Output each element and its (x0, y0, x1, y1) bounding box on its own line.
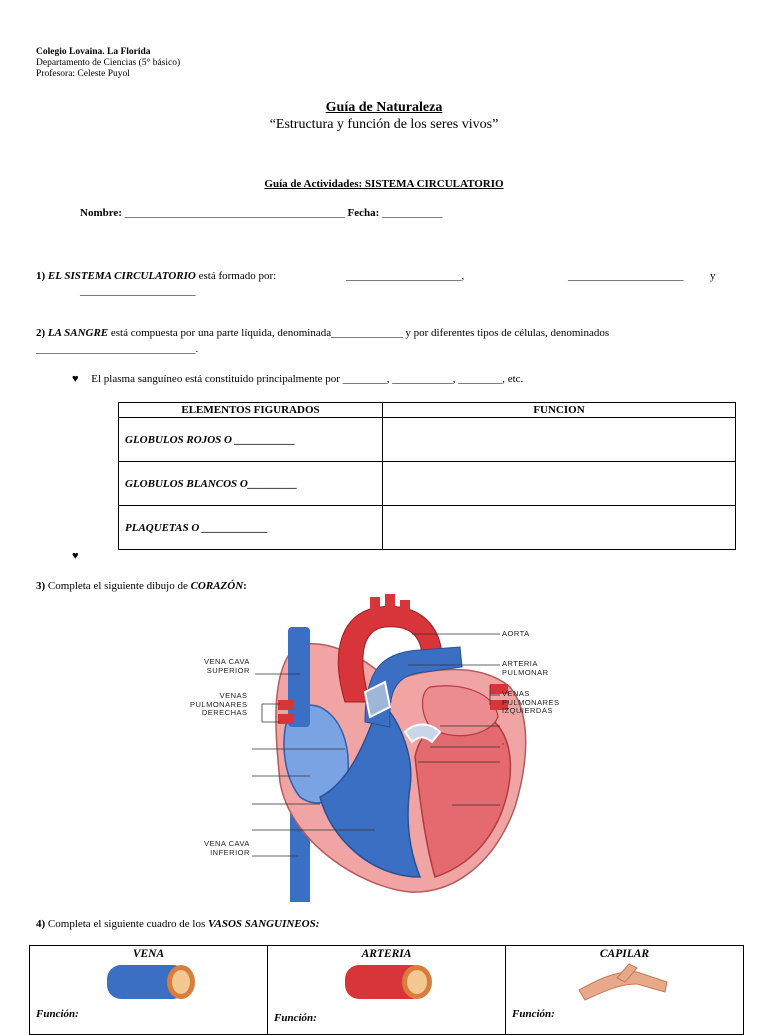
school-name: Colegio Lovaina. La Florida (36, 47, 151, 57)
table-cell-function[interactable] (383, 418, 736, 462)
q2-topic: LA SANGRE (47, 327, 109, 339)
table-row (119, 506, 736, 550)
heart-bullet: ♥ (72, 373, 79, 385)
plasma-text: El plasma sanguíneo está constituido principalmente por ________, ___________, ________, etc. (91, 373, 524, 385)
label-comma: , (502, 737, 505, 746)
vaso-funcion-label: Función: (274, 1012, 317, 1024)
question-2 (36, 327, 609, 339)
vaso-funcion-label: Función: (36, 1008, 79, 1020)
vaso-title: ARTERIA (361, 948, 412, 960)
q3-text: Completa el siguiente dibujo de (47, 580, 188, 592)
q3-colon: : (243, 580, 247, 592)
vaso-cell-vena (30, 946, 268, 1035)
question-1 (36, 270, 276, 282)
table-header: ELEMENTOS FIGURADOS (119, 403, 383, 418)
heart-bullet: ♥ (72, 550, 79, 562)
q2-number: 2) (36, 327, 46, 339)
name-date-line (80, 207, 442, 219)
date-label: Fecha: (347, 207, 380, 219)
vaso-title: VENA (132, 948, 165, 960)
q4-text: Completa el siguiente cuadro de los (47, 918, 206, 930)
q3-topic: CORAZÓN (190, 580, 244, 592)
q3-number: 3) (36, 580, 46, 592)
table-cell-function[interactable] (383, 506, 736, 550)
table-cell-element: GLOBULOS BLANCOS O_________ (119, 462, 383, 506)
table-cell-function[interactable] (383, 462, 736, 506)
vein-icon (31, 960, 266, 1004)
label-vena-cava-inferior: VENA CAVA INFERIOR (204, 839, 250, 857)
q1-answer-3[interactable]: _____________________ (80, 285, 196, 297)
table-row (119, 418, 736, 462)
table-cell-element: PLAQUETAS O ____________ (119, 506, 383, 550)
vena-cava-superior-shape (288, 627, 310, 727)
q1-number: 1) (36, 270, 46, 282)
label-venas-pulmonares-izquierdas: VENAS PULMONARES IZQUIERDAS (502, 689, 560, 715)
vasos-table (29, 945, 744, 1035)
table-cell-element: GLOBULOS ROJOS O ___________ (119, 418, 383, 462)
label-vena-cava-superior: VENA CAVA SUPERIOR (204, 657, 250, 675)
page-subtitle: “Estructura y función de los seres vivos” (269, 117, 499, 132)
pulmonary-vein-right (278, 700, 294, 710)
date-field[interactable]: ___________ (381, 207, 443, 219)
elements-table (118, 402, 736, 550)
vaso-title: CAPILAR (599, 948, 650, 960)
table-row (30, 946, 744, 1035)
q2-text-2: y por diferentes tipos de células, denominados (405, 327, 610, 339)
question-4 (36, 918, 319, 930)
vaso-cell-capilar (506, 946, 744, 1035)
label-aorta: AORTA (502, 629, 530, 638)
school-header (36, 47, 180, 80)
artery-icon (269, 960, 504, 1004)
q1-topic: EL SISTEMA CIRCULATORIO (47, 270, 196, 282)
q2-text: está compuesta por una parte líquida, denominada (110, 327, 332, 339)
q4-number: 4) (36, 918, 46, 930)
q1-y: y (710, 270, 716, 282)
department: Departamento de Ciencias (5° básico) (36, 58, 181, 68)
vaso-cell-arteria (268, 946, 506, 1035)
label-arteria-pulmonar: ARTERIA PULMONAR (502, 659, 549, 677)
label-venas-pulmonares-derechas: VENAS PULMONARES DERECHAS (190, 691, 248, 717)
name-field[interactable]: ________________________________________ (124, 207, 345, 219)
table-row (119, 462, 736, 506)
capillary-icon (507, 960, 742, 1004)
q2-answer-2[interactable]: _____________________________. (36, 343, 199, 355)
q1-answer-1[interactable]: _____________________, (346, 270, 465, 282)
q1-answer-2[interactable]: _____________________ (568, 270, 684, 282)
plasma-line (72, 373, 523, 385)
teacher: Profesora: Celeste Puyol (36, 69, 130, 79)
aorta-branch (370, 597, 380, 619)
pulmonary-vein-right (278, 714, 294, 724)
name-label: Nombre: (80, 207, 122, 219)
question-3 (36, 580, 247, 592)
aorta-branch (400, 600, 410, 620)
page-title: Guía de Naturaleza (325, 100, 443, 115)
q4-topic: VASOS SANGUINEOS: (208, 918, 320, 930)
q1-text: está formado por: (198, 270, 277, 282)
aorta-branch (385, 594, 395, 614)
guide-title: Guía de Actividades: SISTEMA CIRCULATORIO (264, 178, 504, 190)
vaso-funcion-label: Función: (512, 1008, 555, 1020)
table-header: FUNCION (383, 403, 736, 418)
table-header-row (119, 403, 736, 418)
q2-answer-1[interactable]: _____________ (331, 327, 403, 339)
